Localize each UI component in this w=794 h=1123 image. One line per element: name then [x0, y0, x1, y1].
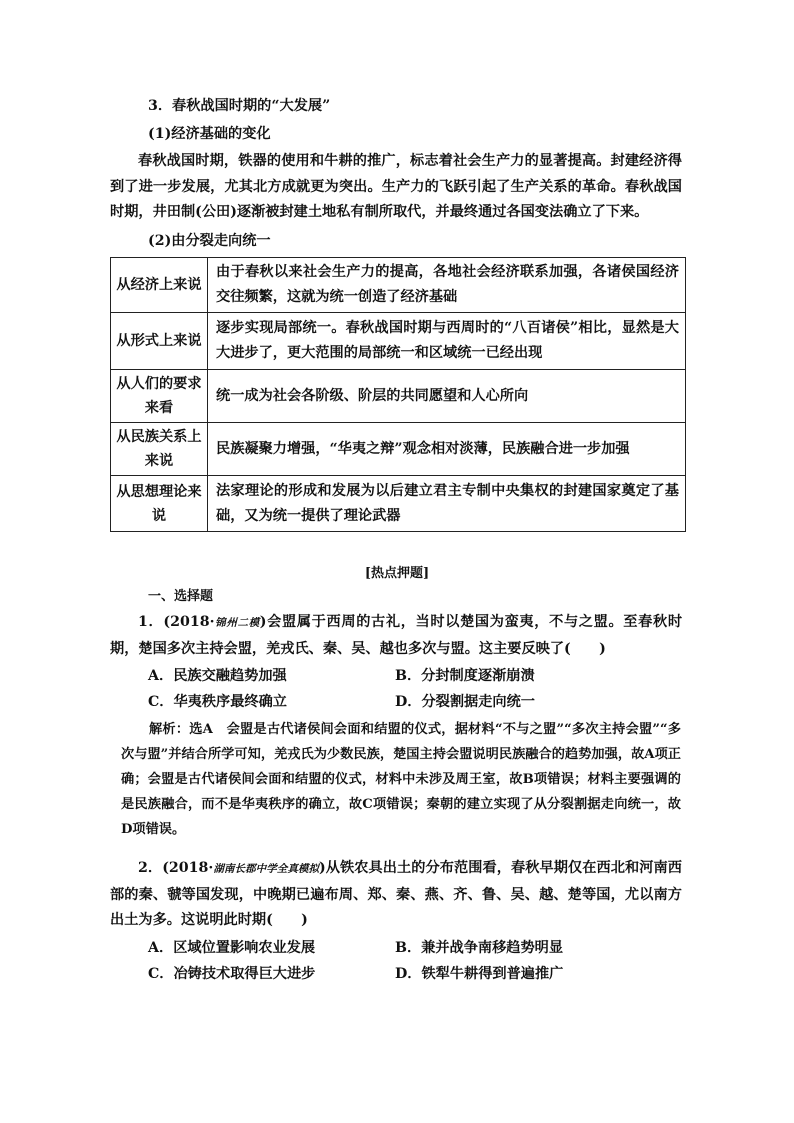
- question-2: [110, 856, 682, 934]
- subsection-heading-economy: (1)经济基础的变化: [148, 126, 271, 142]
- table-value-cell: 法家理论的形成和发展为以后建立君主专制中央集权的封建国家奠定了基础，又为统一提供了理论武器: [208, 476, 686, 532]
- table-key-cell: 从经济上来说: [111, 258, 208, 313]
- question-source: 锦州二模: [214, 617, 260, 629]
- question-1-option-d: D．分裂割据走向统一: [395, 694, 535, 710]
- part-heading: 一、选择题: [148, 589, 214, 604]
- question-stem: 从铁农具出土的分布范围看，春秋早期仅在西北和河南西部的秦、虢等国发现，中晚期已遍布周、郑、秦、燕、齐、鲁、吴、越、楚等国，尤以南方出土为多。这说明此时期( ): [110, 860, 682, 928]
- unification-table: [110, 257, 686, 532]
- hot-topics-title: [热点押题]: [364, 566, 430, 581]
- question-2-option-b: B．兼并战争南移趋势明显: [395, 940, 564, 956]
- question-1-option-a: A．民族交融趋势加强: [148, 668, 287, 684]
- question-1-explanation: 解析：选A 会盟是古代诸侯间会面和结盟的仪式，据材料“不与之盟”“多次主持会盟”“多次与盟”并结合所学可知，羌戎氏为少数民族，楚国主持会盟说明民族融合的趋势加强，故A项正确；会盟是古代诸侯间会面和结盟的仪式，材料中未涉及周王室，故B项错误；材料主要强调的是民族融合，而不是华夷秩序的确立，故C项错误；秦朝的建立实现了从分裂割据走向统一，故D项错误。: [121, 722, 681, 837]
- question-number: 2．: [138, 860, 163, 876]
- economy-paragraph: 春秋战国时期，铁器的使用和牛耕的推广，标志着社会生产力的显著提高。封建经济得到了进一步发展，尤其北方成就更为突出。生产力的飞跃引起了生产关系的革命。春秋战国时期，井田制(公田)逐渐被封建土地私有制所取代，并最终通过各国变法确立了下来。: [110, 153, 682, 220]
- table-value-cell: 统一成为社会各阶级、阶层的共同愿望和人心所向: [208, 370, 686, 423]
- question-source-close: ): [319, 860, 326, 876]
- table-row: [111, 370, 686, 423]
- table-key-cell: 从人们的要求来看: [111, 370, 208, 423]
- section-heading: 3．春秋战国时期的“大发展”: [148, 98, 331, 114]
- table-row: [111, 476, 686, 532]
- table-row: [111, 423, 686, 476]
- question-source-close: ): [259, 614, 267, 630]
- question-1-option-c: C．华夷秩序最终确立: [148, 694, 287, 710]
- table-value-cell: 逐步实现局部统一。春秋战国时期与西周时的“八百诸侯”相比，显然是大大进步了，更大范围的局部统一和区域统一已经出现: [208, 313, 686, 370]
- subsection-heading-unification: (2)由分裂走向统一: [148, 233, 271, 249]
- question-2-option-c: C．冶铸技术取得巨大进步: [148, 966, 316, 982]
- question-stem: 会盟属于西周的古礼，当时以楚国为蛮夷，不与之盟。至春秋时期，楚国多次主持会盟，羌戎氏、秦、吴、越也多次与盟。这主要反映了( ): [110, 614, 683, 657]
- question-2-option-a: A．区域位置影响农业发展: [148, 940, 316, 956]
- table-value-cell: 由于春秋以来社会生产力的提高，各地社会经济联系加强，各诸侯国经济交往频繁，这就为统一创造了经济基础: [208, 258, 686, 313]
- question-year: (2018·: [163, 614, 215, 630]
- question-1-option-b: B．分封制度逐渐崩溃: [395, 668, 535, 684]
- table-value-cell: 民族凝聚力增强，“华夷之辩”观念相对淡薄，民族融合进一步加强: [208, 423, 686, 476]
- question-source: 湖南长郡中学全真模拟: [213, 863, 320, 875]
- table-key-cell: 从思想理论来说: [111, 476, 208, 532]
- question-2-option-d: D．铁犁牛耕得到普遍推广: [395, 966, 564, 982]
- table-key-cell: 从形式上来说: [111, 313, 208, 370]
- table-key-cell: 从民族关系上来说: [111, 423, 208, 476]
- question-year: (2018·: [162, 860, 214, 876]
- table-row: [111, 313, 686, 370]
- table-row: [111, 258, 686, 313]
- question-1: [110, 610, 682, 662]
- question-number: 1．: [138, 614, 164, 630]
